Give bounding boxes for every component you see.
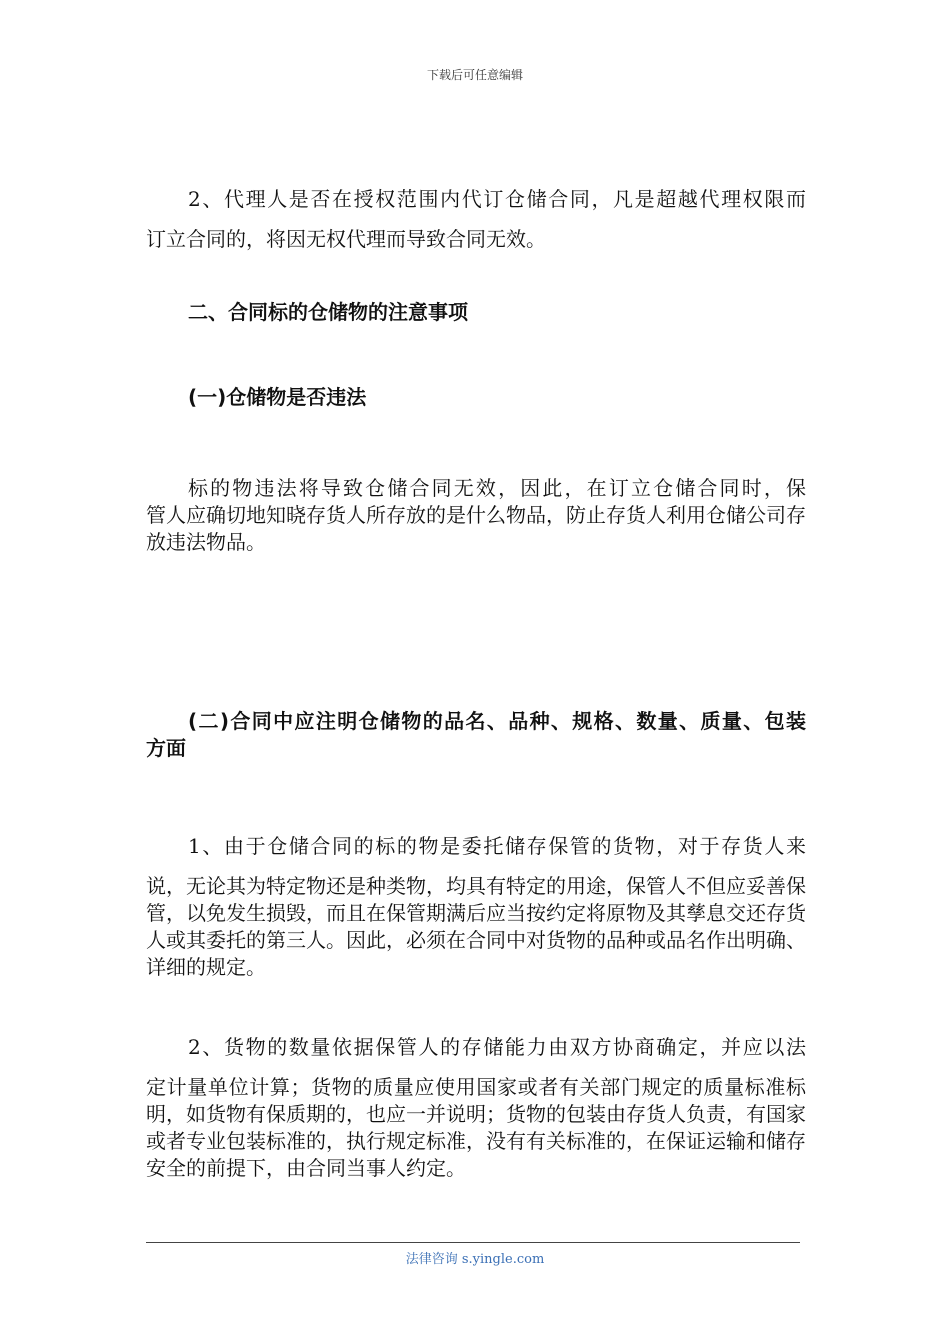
paragraph-first-line: 1、由于仓储合同的标的物是委托储存保管的货物，对于存货人来 [188,834,806,858]
heading-text: (一)仓储物是否违法 [188,385,367,409]
paragraph-agent-authority [146,186,806,253]
paragraph-rest: 管人应确切地知晓存货人所存放的是什么物品，防止存货人利用仓储公司存放违法物品。 [146,503,806,554]
paragraph-goods-quantity [146,1034,806,1182]
paragraph-first-line: 标的物违法将导致仓储合同无效，因此，在订立仓储合同时，保 [188,476,806,500]
heading-first-line: (二)合同中应注明仓储物的品名、品种、规格、数量、质量、包装 [188,709,806,733]
paragraph-goods-name [146,833,806,981]
paragraph-first-line: 2、货物的数量依据保管人的存储能力由双方协商确定，并应以法 [188,1035,806,1059]
paragraph-rest: 定计量单位计算；货物的质量应使用国家或者有关部门规定的质量标准标明，如货物有保质期的，也应一并说明；货物的包装由存货人负责，有国家或者专业包装标准的，执行规定标准，没有有关标准的，在保证运输和储存安全的前提下，由合同当事人约定。 [146,1075,806,1180]
footer-divider [146,1242,800,1243]
heading-text: 二、合同标的仓储物的注意事项 [188,300,468,324]
paragraph-rest: 说，无论其为特定物还是种类物，均具有特定的用途，保管人不但应妥善保管，以免发生损毁，而且在保管期满后应当按约定将原物及其孳息交还存货人或其委托的第三人。因此，必须在合同中对货物的品种或品名作出明确、详细的规定。 [146,874,806,979]
heading-rest: 方面 [146,736,186,760]
subsection-heading-1 [146,384,806,411]
paragraph-illegal-goods [146,475,806,556]
paragraph-rest: 订立合同的，将因无权代理而导致合同无效。 [146,227,546,251]
paragraph-first-line: 2、代理人是否在授权范围内代订仓储合同，凡是超越代理权限而 [188,187,806,211]
footer-link[interactable]: 法律咨询 s.yingle.com [405,1252,545,1267]
subsection-heading-2 [146,708,806,762]
section-heading-2 [146,299,806,326]
header-note: 下载后可任意编辑 [426,68,523,82]
